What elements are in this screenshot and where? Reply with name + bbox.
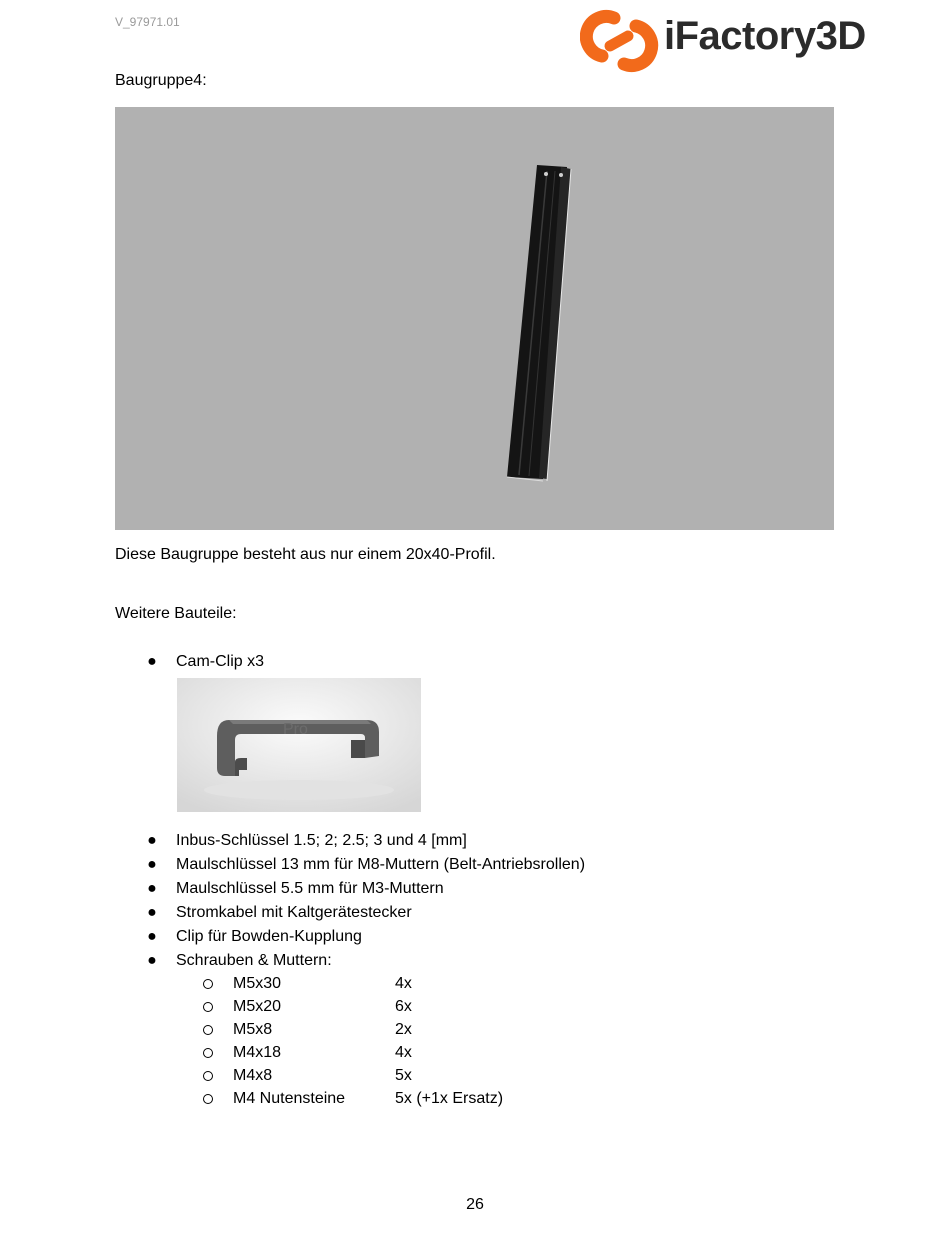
screw-quantity: 2x bbox=[395, 1021, 412, 1038]
bullet-icon: ● bbox=[147, 880, 157, 897]
circle-bullet-icon bbox=[203, 1048, 213, 1058]
screws-list bbox=[233, 972, 504, 1110]
list-item bbox=[147, 853, 586, 877]
screw-quantity: 4x bbox=[395, 975, 412, 992]
circle-bullet-icon bbox=[203, 1025, 213, 1035]
screw-name: M5x30 bbox=[233, 975, 282, 992]
list-item bbox=[147, 901, 585, 925]
bullet-icon: ● bbox=[147, 856, 157, 873]
assembly-description: Diese Baugruppe besteht aus nur einem 20x40-Profil. bbox=[115, 546, 496, 563]
embossed-text: Pro bbox=[283, 721, 308, 738]
circle-bullet-icon bbox=[203, 1002, 213, 1012]
list-item bbox=[147, 877, 585, 901]
list-item-label: Clip für Bowden-Kupplung bbox=[176, 928, 362, 945]
circle-bullet-icon bbox=[203, 1071, 213, 1081]
logo-wordmark: iFactory3D bbox=[664, 14, 866, 58]
version-label: V_97971.01 bbox=[115, 15, 180, 29]
list-item-label: Cam-Clip x3 bbox=[176, 653, 265, 670]
bullet-icon: ● bbox=[147, 928, 157, 945]
list-item bbox=[147, 829, 585, 853]
screw-quantity: 6x bbox=[395, 998, 412, 1015]
screw-item bbox=[233, 1064, 412, 1087]
screw-item bbox=[233, 995, 412, 1018]
bullet-icon: ● bbox=[147, 832, 157, 849]
screw-name: M4x8 bbox=[233, 1067, 273, 1084]
list-item bbox=[147, 925, 585, 949]
list-item-label: Inbus-Schlüssel 1.5; 2; 2.5; 3 und 4 [mm] bbox=[176, 832, 467, 849]
circle-bullet-icon bbox=[203, 1094, 213, 1104]
list-item-label: Maulschlüssel 13 mm für M8-Muttern (Belt-Antriebsrollen) bbox=[176, 856, 586, 873]
list-item-label: Maulschlüssel 5.5 mm für M3-Muttern bbox=[176, 880, 444, 897]
screw-quantity: 5x (+1x Ersatz) bbox=[395, 1090, 504, 1107]
section-title: Baugruppe4: bbox=[115, 72, 207, 89]
list-item-label: Stromkabel mit Kaltgerätestecker bbox=[176, 904, 412, 921]
page-number: 26 bbox=[466, 1196, 484, 1213]
screw-name: M4 Nutensteine bbox=[233, 1090, 346, 1107]
circle-bullet-icon bbox=[203, 979, 213, 989]
cam-clip-list bbox=[147, 650, 265, 674]
list-item bbox=[147, 949, 585, 973]
logo-mark-icon bbox=[580, 8, 660, 74]
parts-heading: Weitere Bauteile: bbox=[115, 605, 237, 622]
screw-item bbox=[233, 1041, 412, 1064]
screw-quantity: 4x bbox=[395, 1044, 412, 1061]
cam-clip-render-image bbox=[177, 678, 421, 812]
screw-item bbox=[233, 972, 412, 995]
screw-item bbox=[233, 1087, 504, 1110]
profile-render-image bbox=[115, 107, 834, 530]
bullet-icon: ● bbox=[147, 952, 157, 969]
bullet-icon: ● bbox=[147, 904, 157, 921]
screw-item bbox=[233, 1018, 412, 1041]
ifactory3d-logo bbox=[580, 8, 895, 74]
list-item bbox=[147, 650, 265, 674]
bullet-icon: ● bbox=[147, 653, 157, 670]
screw-quantity: 5x bbox=[395, 1067, 412, 1084]
list-item-label: Schrauben & Muttern: bbox=[176, 952, 332, 969]
tools-list bbox=[147, 829, 586, 973]
screw-name: M4x18 bbox=[233, 1044, 282, 1061]
screw-name: M5x20 bbox=[233, 998, 282, 1015]
screw-name: M5x8 bbox=[233, 1021, 273, 1038]
